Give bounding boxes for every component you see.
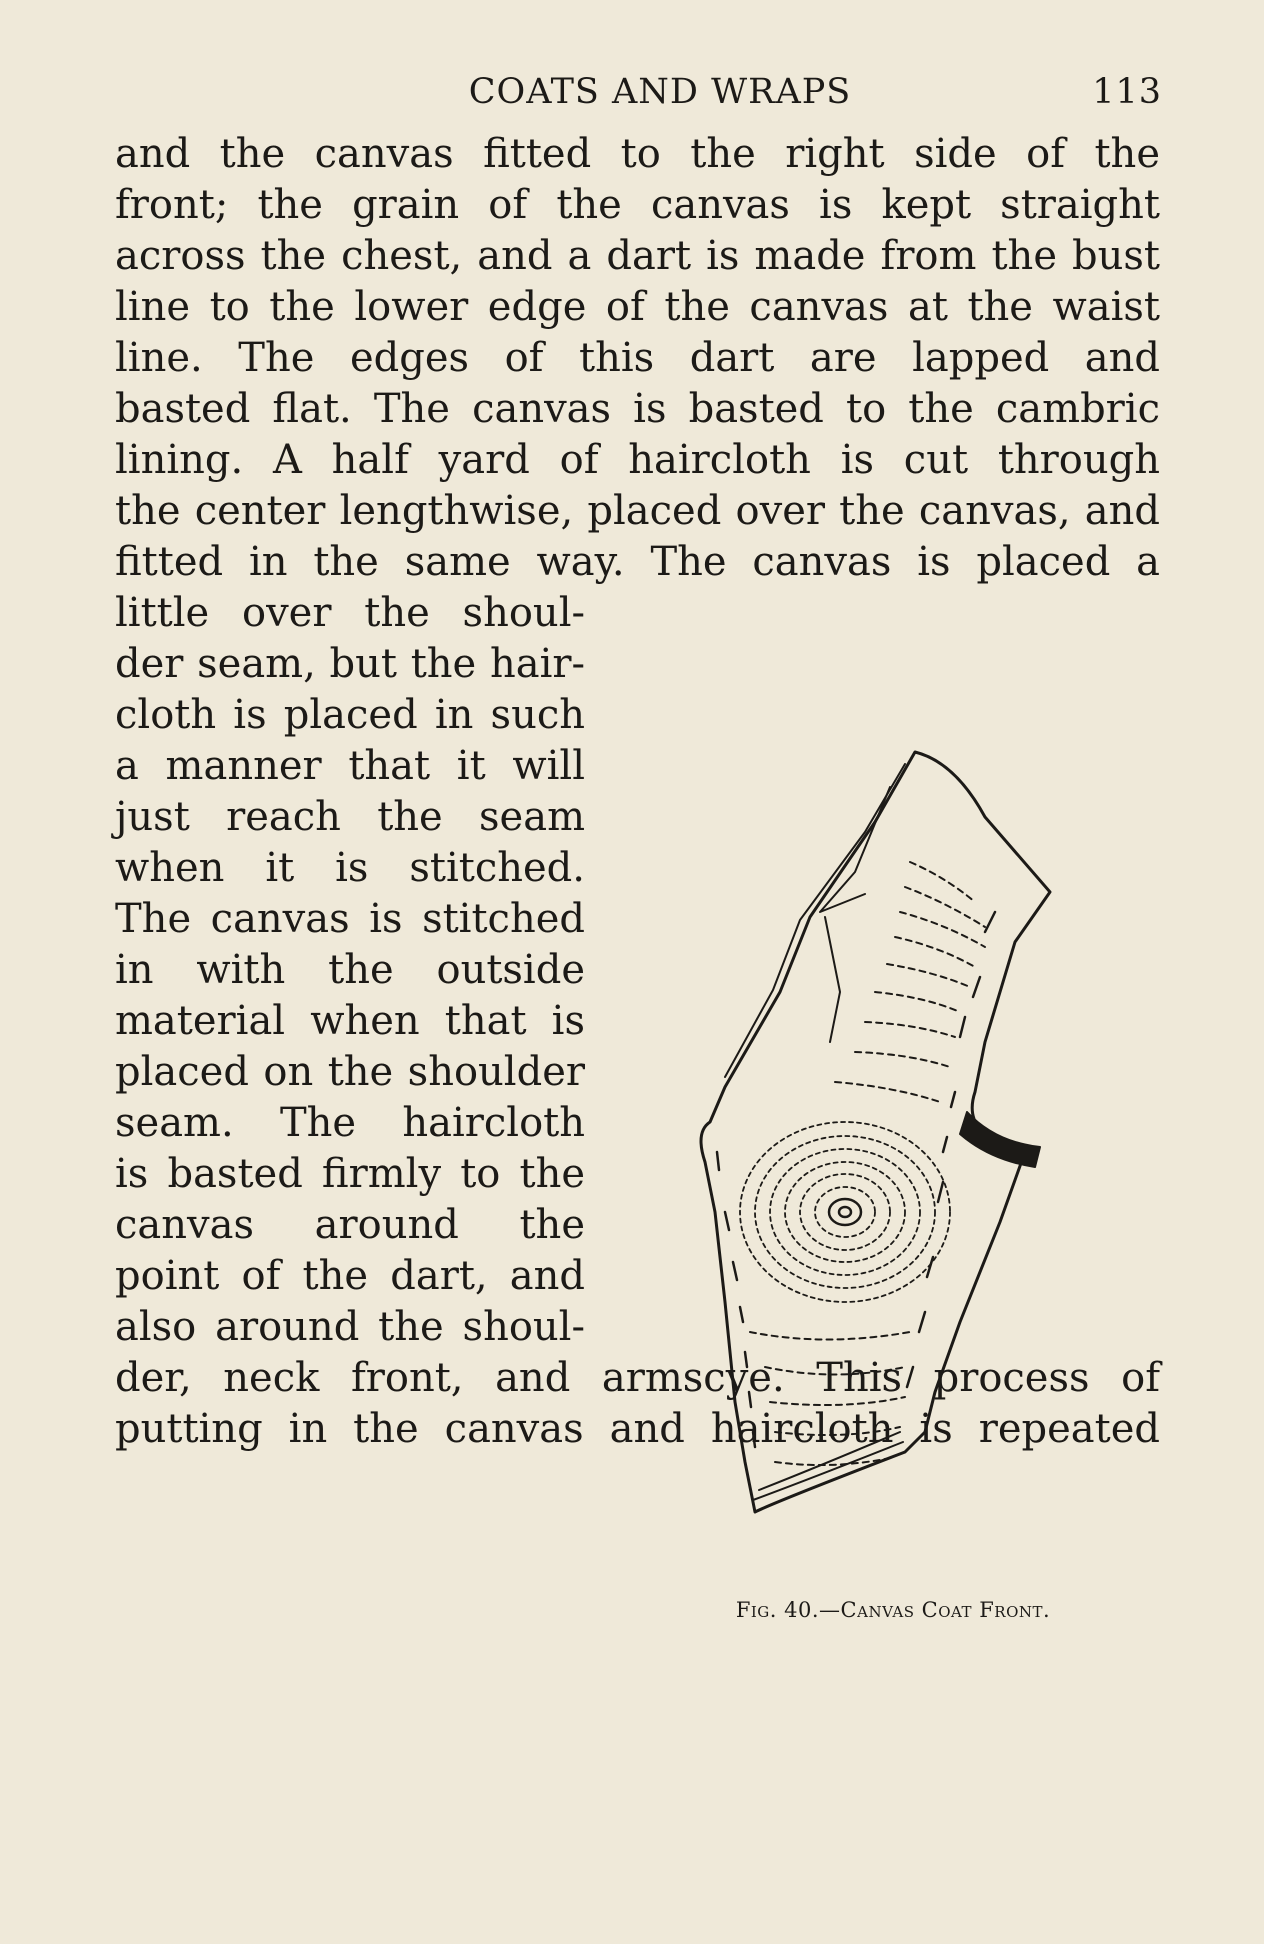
text-line: in with the outside bbox=[115, 947, 585, 993]
text-line: and the canvas fitted to the right side of the bbox=[115, 131, 1160, 177]
canvas-coat-front-illustration bbox=[655, 742, 1125, 1592]
page-number: 113 bbox=[1092, 72, 1162, 112]
text-line: line. The edges of this dart are lapped and bbox=[115, 335, 1160, 381]
text-line: is basted firmly to the bbox=[115, 1151, 585, 1197]
text-line: basted flat. The canvas is basted to the cambric bbox=[115, 386, 1160, 432]
text-line: the center lengthwise, placed over the canvas, and bbox=[115, 488, 1160, 534]
text-line: cloth is placed in such bbox=[115, 692, 585, 738]
text-line: material when that is bbox=[115, 998, 585, 1044]
text-line: putting in the canvas and haircloth is repeated bbox=[115, 1406, 1160, 1452]
text-line: just reach the seam bbox=[115, 794, 585, 840]
text-line: when it is stitched. bbox=[115, 845, 585, 891]
text-line: The canvas is stitched bbox=[115, 896, 585, 942]
text-line: fitted in the same way. The canvas is placed a bbox=[115, 539, 1160, 585]
text-line: placed on the shoulder bbox=[115, 1049, 585, 1095]
text-line: seam. The haircloth bbox=[115, 1100, 585, 1146]
running-title: COATS AND WRAPS bbox=[468, 72, 852, 112]
text-line: der, neck front, and armscye. This process of bbox=[115, 1355, 1160, 1401]
text-line: also around the shoul- bbox=[115, 1304, 585, 1350]
figure-caption: Fig. 40.—Canvas Coat Front. bbox=[735, 1598, 1051, 1622]
text-line: line to the lower edge of the canvas at the waist bbox=[115, 284, 1160, 330]
text-line: a manner that it will bbox=[115, 743, 585, 789]
text-line: lining. A half yard of haircloth is cut through bbox=[115, 437, 1160, 483]
text-line: point of the dart, and bbox=[115, 1253, 585, 1299]
text-line: canvas around the bbox=[115, 1202, 585, 1248]
text-line: front; the grain of the canvas is kept straight bbox=[115, 182, 1160, 228]
text-line: der seam, but the hair- bbox=[115, 641, 585, 687]
text-line: across the chest, and a dart is made from the bust bbox=[115, 233, 1160, 279]
page-header bbox=[118, 72, 1162, 120]
text-line: little over the shoul- bbox=[115, 590, 585, 636]
